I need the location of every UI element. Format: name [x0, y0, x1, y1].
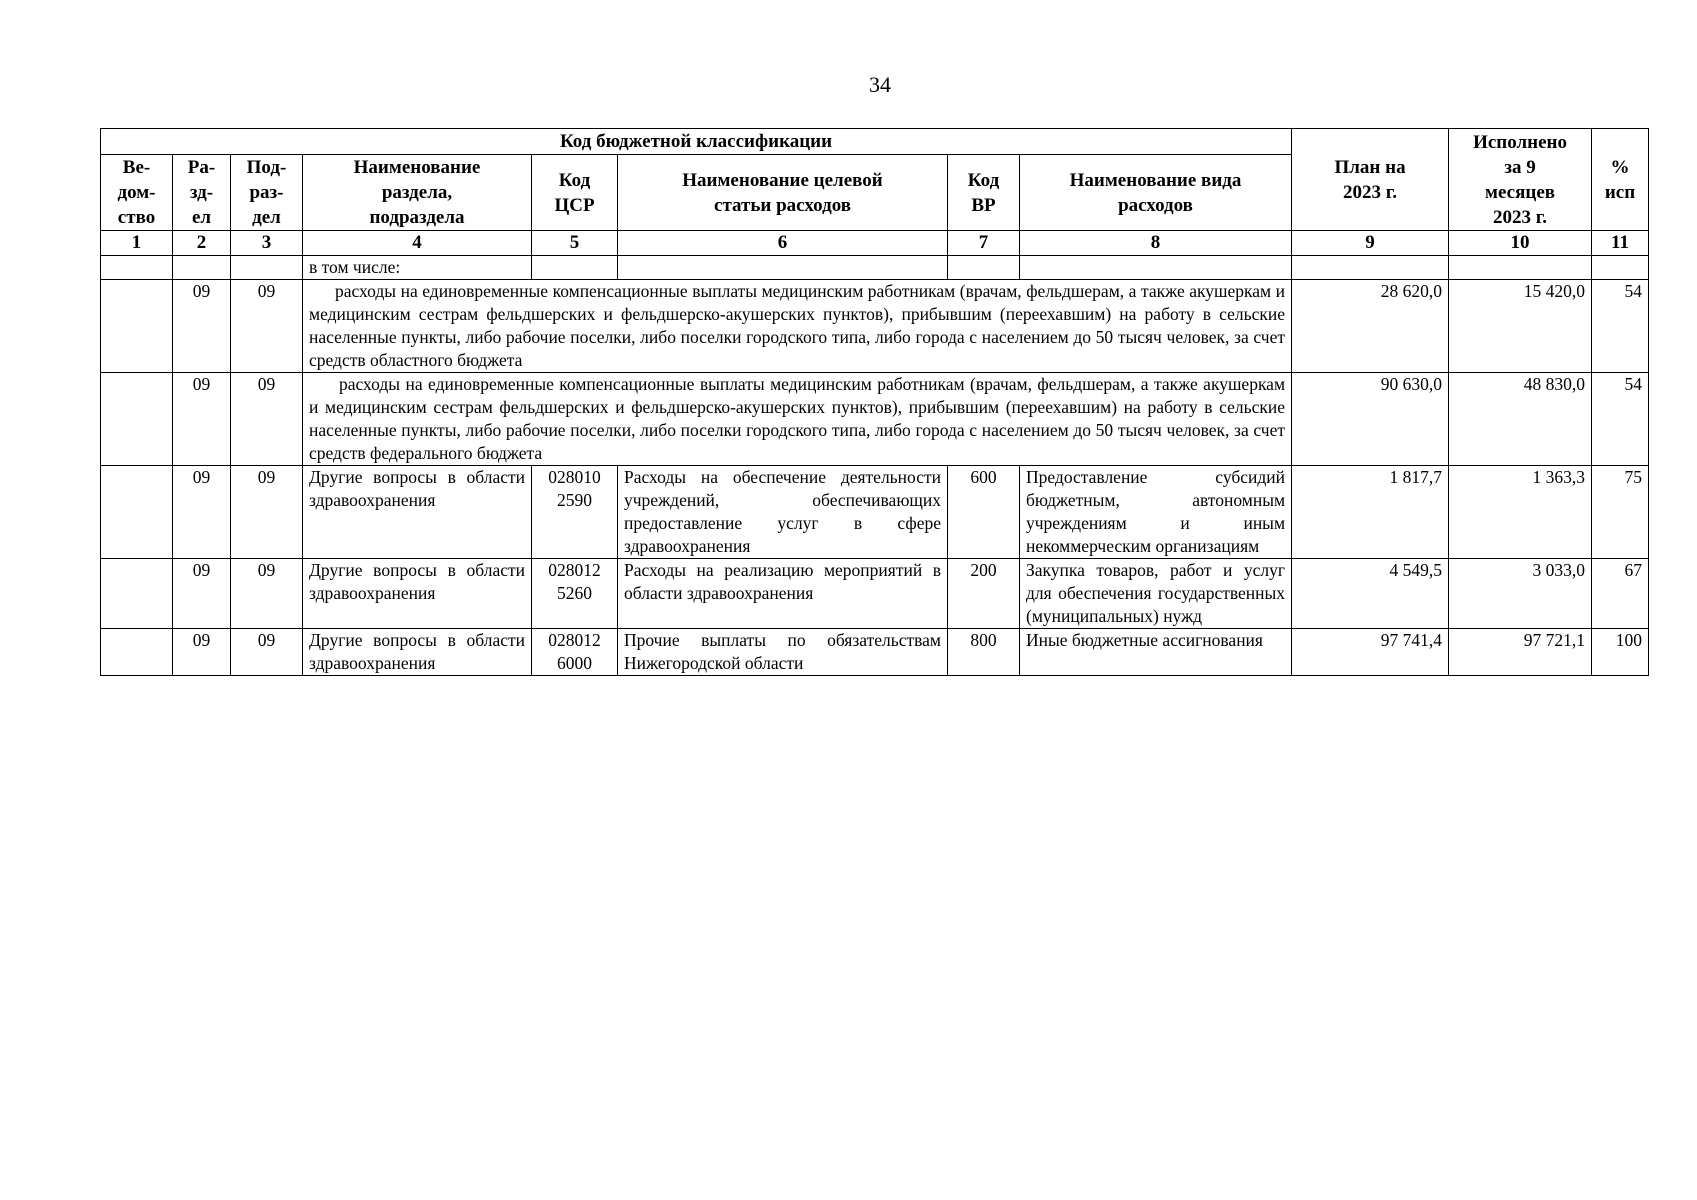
col-number: 9 — [1292, 231, 1449, 256]
col-number: 7 — [948, 231, 1020, 256]
table-row — [101, 373, 1649, 466]
plan-cell: 97 741,4 — [1292, 629, 1449, 676]
table-row — [101, 466, 1649, 559]
csr-code-cell: 028010 2590 — [532, 466, 618, 559]
col-number: 3 — [231, 231, 303, 256]
column-numbers-row — [101, 231, 1649, 256]
header-col-2: Ра- зд- ел — [173, 155, 231, 231]
podrazdel-cell: 09 — [231, 629, 303, 676]
razdel-cell: 09 — [173, 559, 231, 629]
percent-cell: 100 — [1592, 629, 1649, 676]
col-number: 2 — [173, 231, 231, 256]
plan-cell: 4 549,5 — [1292, 559, 1449, 629]
podrazdel-cell: 09 — [231, 280, 303, 373]
header-col-7: Код ВР — [948, 155, 1020, 231]
col-number: 1 — [101, 231, 173, 256]
percent-cell: 75 — [1592, 466, 1649, 559]
vr-code-cell: 200 — [948, 559, 1020, 629]
csr-code-cell: 028012 5260 — [532, 559, 618, 629]
col-number: 6 — [618, 231, 948, 256]
plan-cell: 90 630,0 — [1292, 373, 1449, 466]
vr-code-cell: 800 — [948, 629, 1020, 676]
target-article-cell: Расходы на обеспечение деятельности учреждений, обеспечивающих предоставление услуг в сфере здравоохранения — [618, 466, 948, 559]
header-col-3: Под- раз- дел — [231, 155, 303, 231]
budget-table — [100, 128, 1649, 676]
table-row — [101, 280, 1649, 373]
header-col-10: Исполнено за 9 месяцев 2023 г. — [1449, 129, 1592, 231]
done-cell: 15 420,0 — [1449, 280, 1592, 373]
header-col-1: Ве- дом- ство — [101, 155, 173, 231]
header-col-8: Наименование вида расходов — [1020, 155, 1292, 231]
podrazdel-cell: 09 — [231, 466, 303, 559]
done-cell: 97 721,1 — [1449, 629, 1592, 676]
done-cell: 48 830,0 — [1449, 373, 1592, 466]
plan-cell: 1 817,7 — [1292, 466, 1449, 559]
header-col-9: План на 2023 г. — [1292, 129, 1449, 231]
done-cell: 3 033,0 — [1449, 559, 1592, 629]
col-number: 5 — [532, 231, 618, 256]
col-number: 10 — [1449, 231, 1592, 256]
section-name-cell: Другие вопросы в области здравоохранения — [303, 629, 532, 676]
expense-kind-cell: Предоставление субсидий бюджетным, автономным учреждениям и иным некоммерческим организациям — [1020, 466, 1292, 559]
header-col-11: % исп — [1592, 129, 1649, 231]
header-row-group — [101, 129, 1649, 155]
podrazdel-cell: 09 — [231, 373, 303, 466]
razdel-cell: 09 — [173, 629, 231, 676]
header-col-5: Код ЦСР — [532, 155, 618, 231]
col-number: 4 — [303, 231, 532, 256]
percent-cell: 54 — [1592, 373, 1649, 466]
plan-cell: 28 620,0 — [1292, 280, 1449, 373]
vr-code-cell: 600 — [948, 466, 1020, 559]
header-budget-classification: Код бюджетной классификации — [101, 129, 1292, 155]
percent-cell: 67 — [1592, 559, 1649, 629]
target-article-cell: Прочие выплаты по обязательствам Нижегородской области — [618, 629, 948, 676]
expense-description: расходы на единовременные компенсационные выплаты медицинским работникам (врачам, фельдшерам, а также акушеркам и медицинским сестрам фельдшерских и фельдшерско-акушерских пунктов), прибывшим (переехавшим) на работу в сельские населенные пункты, либо рабочие поселки, либо поселки городского типа, либо города с населением до 50 тысяч человек, за счет средств областного бюджета — [303, 280, 1292, 373]
razdel-cell: 09 — [173, 373, 231, 466]
section-name-cell: Другие вопросы в области здравоохранения — [303, 559, 532, 629]
table-row-including — [101, 256, 1649, 280]
target-article-cell: Расходы на реализацию мероприятий в области здравоохранения — [618, 559, 948, 629]
col-number: 11 — [1592, 231, 1649, 256]
expense-kind-cell: Закупка товаров, работ и услуг для обеспечения государственных (муниципальных) нужд — [1020, 559, 1292, 629]
page-number: 34 — [869, 72, 891, 97]
table-row — [101, 559, 1649, 629]
header-col-4: Наименование раздела, подраздела — [303, 155, 532, 231]
section-name-cell: Другие вопросы в области здравоохранения — [303, 466, 532, 559]
expense-kind-cell: Иные бюджетные ассигнования — [1020, 629, 1292, 676]
header-col-6: Наименование целевой статьи расходов — [618, 155, 948, 231]
col-number: 8 — [1020, 231, 1292, 256]
done-cell: 1 363,3 — [1449, 466, 1592, 559]
podrazdel-cell: 09 — [231, 559, 303, 629]
including-label: в том числе: — [303, 256, 532, 280]
razdel-cell: 09 — [173, 466, 231, 559]
csr-code-cell: 028012 6000 — [532, 629, 618, 676]
table-row — [101, 629, 1649, 676]
razdel-cell: 09 — [173, 280, 231, 373]
expense-description: расходы на единовременные компенсационные выплаты медицинским работникам (врачам, фельдшерам, а также акушеркам и медицинским сестрам фельдшерских и фельдшерско-акушерских пунктов), прибывшим (переехавшим) на работу в сельские населенные пункты, либо рабочие поселки, либо поселки городского типа, либо города с населением до 50 тысяч человек, за счет средств федерального бюджета — [303, 373, 1292, 466]
percent-cell: 54 — [1592, 280, 1649, 373]
